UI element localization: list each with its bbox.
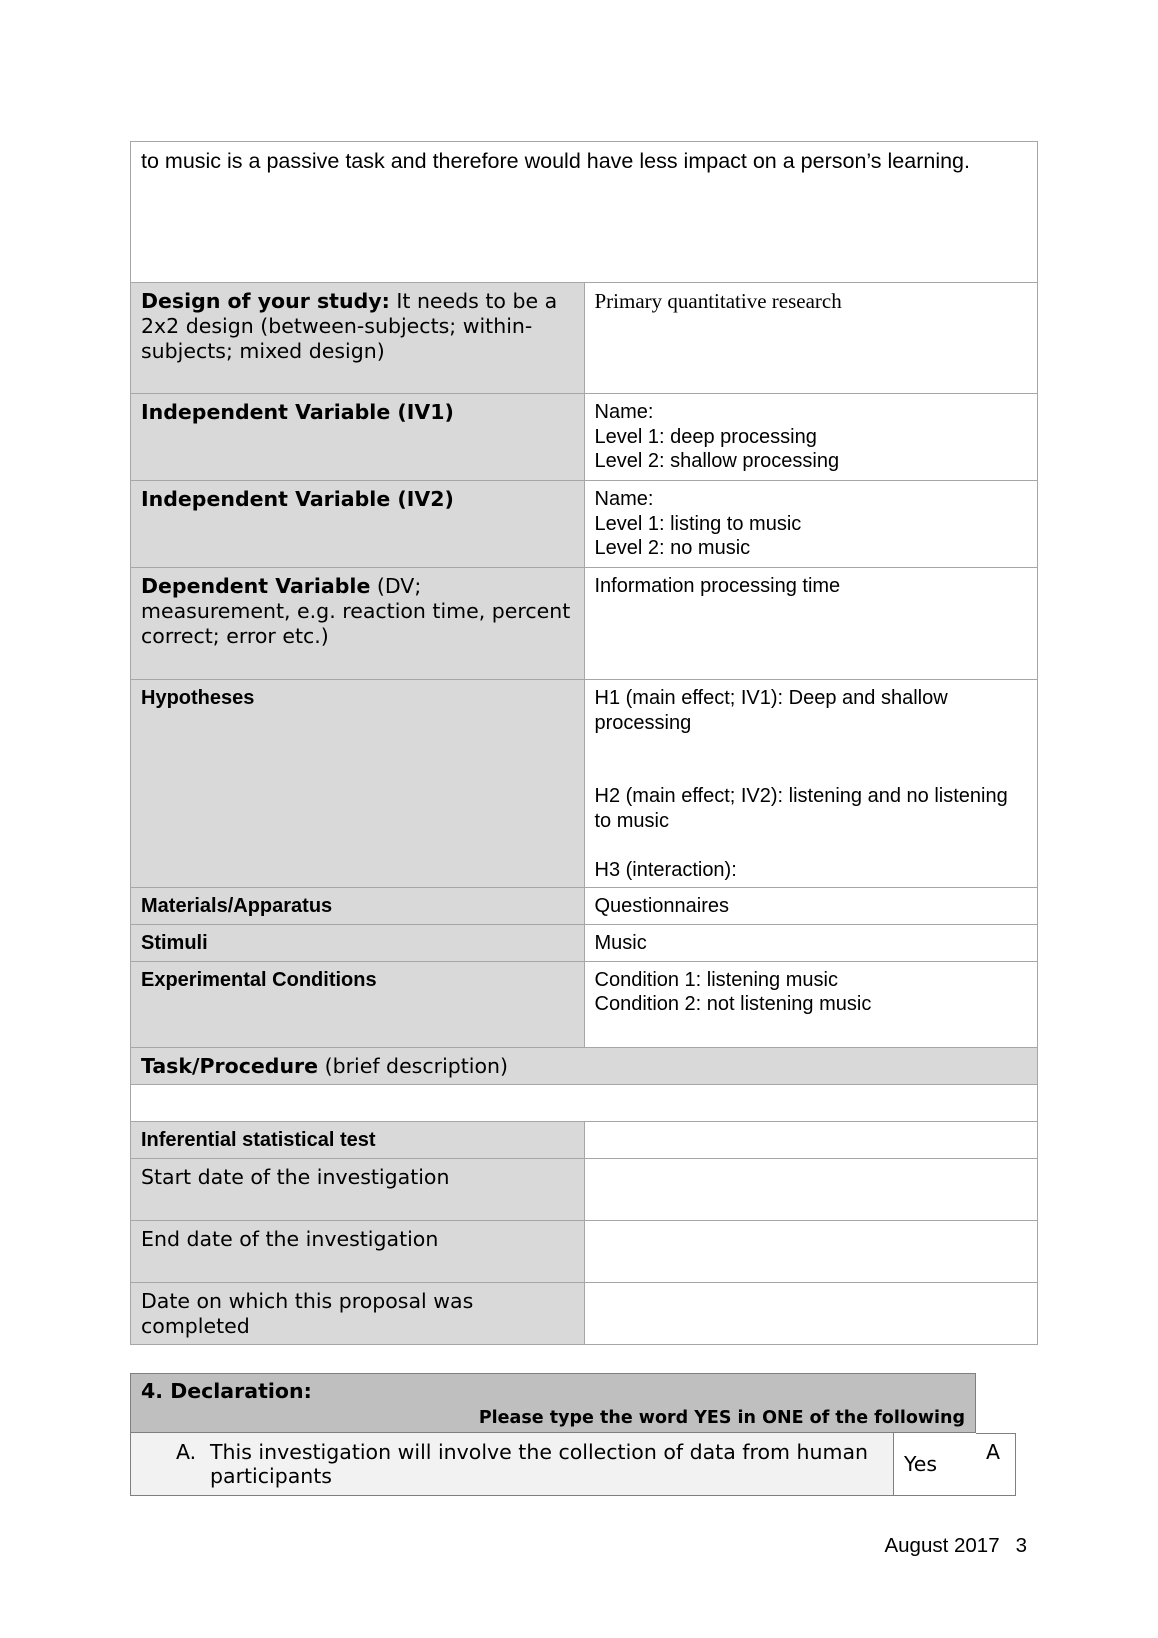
design-label-bold: Design of your study: <box>141 289 390 313</box>
dv-label <box>131 568 585 680</box>
iv2-level2: Level 2: no music <box>594 537 751 559</box>
hypothesis-h1: H1 (main effect; IV1): Deep and shallow processing <box>594 687 948 734</box>
declaration-title: 4. Declaration: <box>141 1379 312 1403</box>
design-row <box>131 283 1038 394</box>
dv-label-rest: (DV; measurement, e.g. reaction time, percent correct; error etc.) <box>141 574 571 648</box>
intro-text: to music is a passive task and therefore would have less impact on a person’s learning. <box>131 142 1038 283</box>
procedure-header-row <box>131 1047 1038 1084</box>
declaration-item-a <box>130 1433 976 1496</box>
completed-date-row <box>131 1282 1038 1344</box>
conditions-row <box>131 961 1038 1047</box>
stimuli-label <box>131 924 585 961</box>
iv2-value[interactable] <box>584 481 1038 568</box>
conditions-label-text: Experimental Conditions <box>141 968 377 991</box>
iv1-value[interactable] <box>584 394 1038 481</box>
declaration-item-marker: A. <box>176 1440 197 1464</box>
stat-test-label-text: Inferential statistical test <box>141 1128 376 1151</box>
condition-1: Condition 1: listening music <box>594 968 838 991</box>
footer-page-number: 3 <box>1015 1534 1027 1557</box>
condition-2: Condition 2: not listening music <box>594 993 872 1015</box>
design-label-rest: It needs to be a 2x2 design (between-subjects; within-subjects; mixed design) <box>141 289 558 363</box>
declaration-instruction: Please type the word YES in ONE of the following <box>478 1408 965 1428</box>
iv2-level1: Level 1: listing to music <box>594 512 802 535</box>
completed-date-value[interactable] <box>584 1282 1038 1344</box>
procedure-label-bold: Task/Procedure <box>141 1053 319 1078</box>
start-date-label: Start date of the investigation <box>131 1158 585 1220</box>
end-date-label: End date of the investigation <box>131 1220 585 1282</box>
procedure-value[interactable] <box>131 1084 1038 1121</box>
dv-value[interactable]: Information processing time <box>584 568 1038 680</box>
end-date-value[interactable] <box>584 1220 1038 1282</box>
design-value[interactable]: Primary quantitative research <box>584 283 1038 394</box>
footer-date: August 2017 <box>884 1534 1000 1557</box>
stimuli-row <box>131 924 1038 961</box>
design-label <box>131 283 585 394</box>
materials-label-text: Materials/Apparatus <box>141 894 333 917</box>
dv-row <box>131 568 1038 680</box>
iv2-name: Name: <box>594 488 654 510</box>
page-footer <box>868 1534 1027 1558</box>
materials-row <box>131 887 1038 924</box>
stimuli-label-text: Stimuli <box>141 931 208 954</box>
iv1-name: Name: <box>594 401 654 423</box>
iv1-level1: Level 1: deep processing <box>594 425 817 448</box>
iv1-level2: Level 2: shallow processing <box>594 450 840 472</box>
intro-row <box>131 142 1038 283</box>
completed-date-label: Date on which this proposal was completed <box>131 1282 585 1344</box>
hypothesis-h2: H2 (main effect; IV2): listening and no listening to music <box>594 785 1008 832</box>
declaration-answer-field[interactable]: Yes <box>893 1433 976 1495</box>
hypothesis-h3: H3 (interaction): <box>594 859 737 881</box>
proposal-table <box>130 141 1038 1345</box>
declaration-item-text: This investigation will involve the collection of data from human participants <box>210 1440 869 1488</box>
hypotheses-value[interactable] <box>584 680 1038 888</box>
procedure-value-row <box>131 1084 1038 1121</box>
iv2-label-text: Independent Variable (IV2) <box>141 487 454 511</box>
hypotheses-label-text: Hypotheses <box>141 687 255 709</box>
iv1-label <box>131 394 585 481</box>
conditions-label <box>131 961 585 1047</box>
iv2-label <box>131 481 585 568</box>
start-date-row <box>131 1158 1038 1220</box>
hypotheses-label <box>131 680 585 888</box>
iv1-label-text: Independent Variable (IV1) <box>141 400 454 424</box>
start-date-value[interactable] <box>584 1158 1038 1220</box>
materials-value[interactable]: Questionnaires <box>584 887 1038 924</box>
stat-test-value[interactable] <box>584 1121 1038 1158</box>
dv-label-bold: Dependent Variable <box>141 574 371 598</box>
declaration-header <box>130 1373 976 1433</box>
end-date-row <box>131 1220 1038 1282</box>
procedure-label <box>131 1047 1038 1084</box>
stat-test-label <box>131 1121 585 1158</box>
materials-label <box>131 887 585 924</box>
declaration-item-code: A <box>976 1433 1016 1496</box>
procedure-label-rest: (brief description) <box>318 1053 509 1078</box>
stat-test-row <box>131 1121 1038 1158</box>
stimuli-value[interactable]: Music <box>584 924 1038 961</box>
iv2-row <box>131 481 1038 568</box>
conditions-value[interactable] <box>584 961 1038 1047</box>
hypotheses-row <box>131 680 1038 888</box>
iv1-row <box>131 394 1038 481</box>
